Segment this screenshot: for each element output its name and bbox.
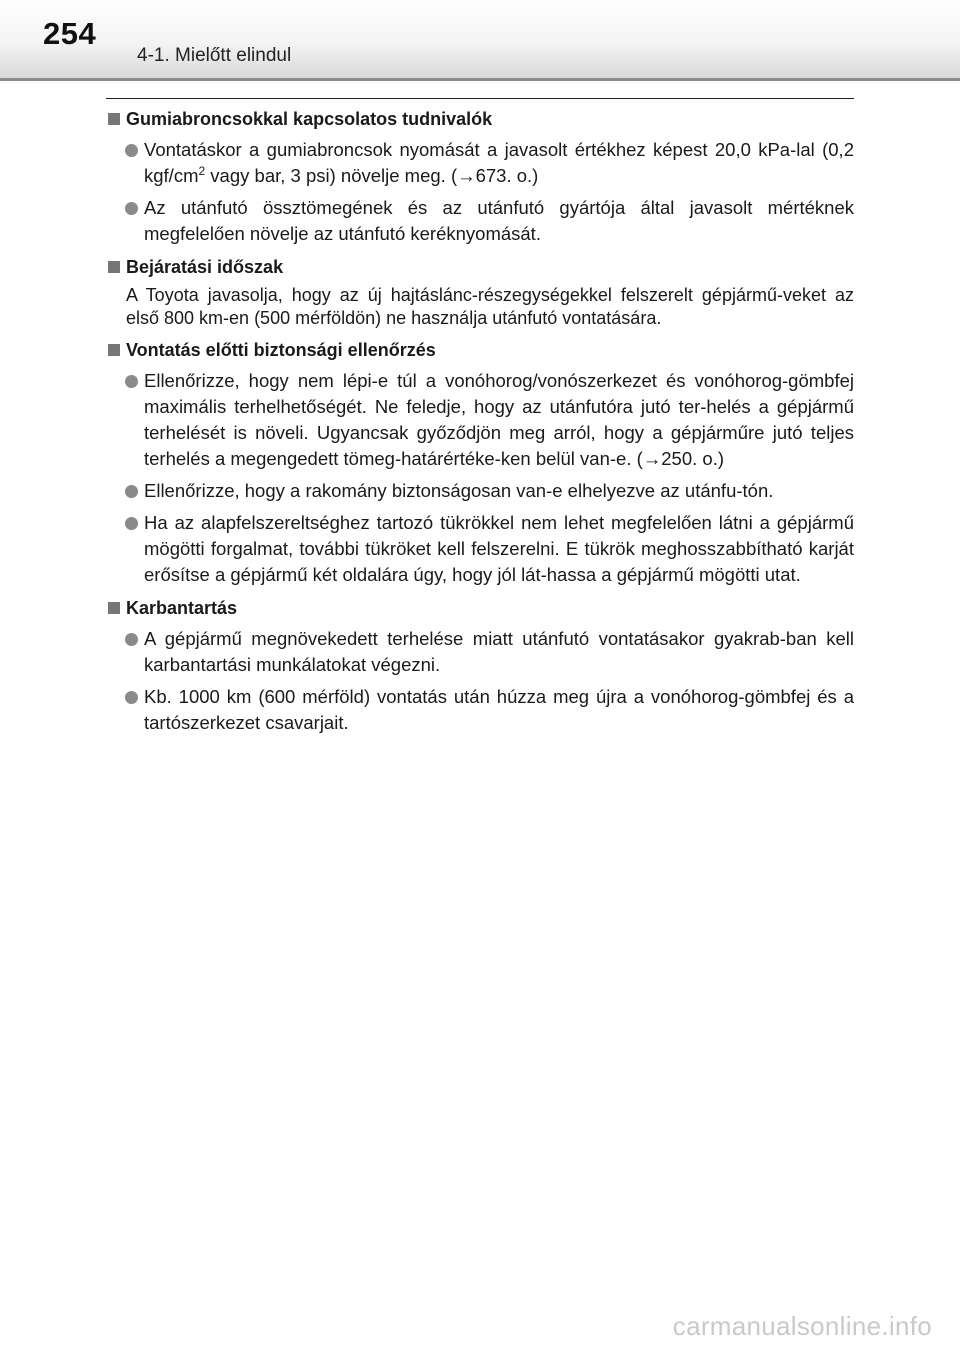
square-bullet-icon — [108, 344, 120, 356]
bullet-text: Ellenőrizze, hogy nem lépi-e túl a vonóhorog/vonószerkezet és vonóhorog-gömbfej maximális terhelhetőségét. Ne feledje, hogy az utánfutóra jutó ter-helés a gépjármű terhelését is növeli. Ugyancsak győződjön meg arról, hogy a gépjárműre jutó teljes terhelés a megengedett tömeg-határértéke-ken belül van-e. (→250. o.) — [144, 370, 854, 469]
round-bullet-icon — [125, 517, 138, 530]
bullet-text: Az utánfutó össztömegének és az utánfutó gyártója által javasolt mértéknek megfelelően növelje az utánfutó keréknyomását. — [144, 197, 854, 244]
bullet-text: Ellenőrizze, hogy a rakomány biztonságosan van-e elhelyezve az utánfu-tón. — [144, 480, 774, 501]
round-bullet-icon — [125, 202, 138, 215]
superscript: 2 — [198, 163, 206, 178]
bullet-text: A gépjármű megnövekedett terhelése miatt utánfutó vontatásakor gyakrab-ban kell karbantartási munkálatokat végezni. — [144, 628, 854, 675]
square-bullet-icon — [108, 602, 120, 614]
round-bullet-icon — [125, 485, 138, 498]
paragraph: A Toyota javasolja, hogy az új hajtáslánc-részegységekkel felszerelt gépjármű-veket az első 800 km-en (500 mérföldön) ne használja utánfutó vontatására. — [126, 285, 854, 328]
bullet-text-cont: vagy bar, 3 psi) növelje meg. (→673. o.) — [205, 165, 539, 186]
page-number: 254 — [43, 16, 97, 51]
bullet-item — [106, 478, 854, 504]
square-bullet-icon — [108, 261, 120, 273]
bullet-text: Ha az alapfelszereltséghez tartozó tükrökkel nem lehet megfelelően látni a gépjármű mögötti forgalmat, további tükröket kell felszerelni. E tükrök meghosszabbítható karját erősítse a gépjármű két oldalára úgy, hogy jól lát-hassa a gépjármű mögötti utat. — [144, 512, 854, 585]
bullet-text: Vontatáskor a gumiabroncsok nyomását a javasolt értékhez képest 20,0 kPa-lal (0,2 kgf/cm — [144, 139, 854, 186]
round-bullet-icon — [125, 144, 138, 157]
bullet-item — [106, 626, 854, 678]
section-heading-text: Bejáratási időszak — [126, 257, 284, 277]
section-heading-break-in — [106, 255, 854, 279]
section-heading-text: Gumiabroncsokkal kapcsolatos tudnivalók — [126, 109, 493, 129]
bullet-item — [106, 368, 854, 472]
section-title: 4-1. Mielőtt elindul — [137, 45, 292, 66]
bullet-text: Kb. 1000 km (600 mérföld) vontatás után húzza meg újra a vonóhorog-gömbfej és a tartószerkezet csavarjait. — [144, 686, 854, 733]
watermark: carmanualsonline.info — [672, 1311, 932, 1341]
bullet-item — [106, 137, 854, 189]
section-heading-maintenance — [106, 596, 854, 620]
round-bullet-icon — [125, 691, 138, 704]
bullet-item — [106, 510, 854, 588]
bullet-item — [106, 195, 854, 247]
section-heading-tires — [106, 107, 854, 131]
bullet-item — [106, 684, 854, 736]
square-bullet-icon — [108, 113, 120, 125]
section-heading-safety-check — [106, 338, 854, 362]
round-bullet-icon — [125, 375, 138, 388]
page-content — [106, 107, 854, 736]
round-bullet-icon — [125, 633, 138, 646]
top-rule — [106, 98, 854, 99]
page-header — [0, 0, 960, 81]
section-heading-text: Vontatás előtti biztonsági ellenőrzés — [126, 340, 436, 360]
section-heading-text: Karbantartás — [126, 598, 238, 618]
